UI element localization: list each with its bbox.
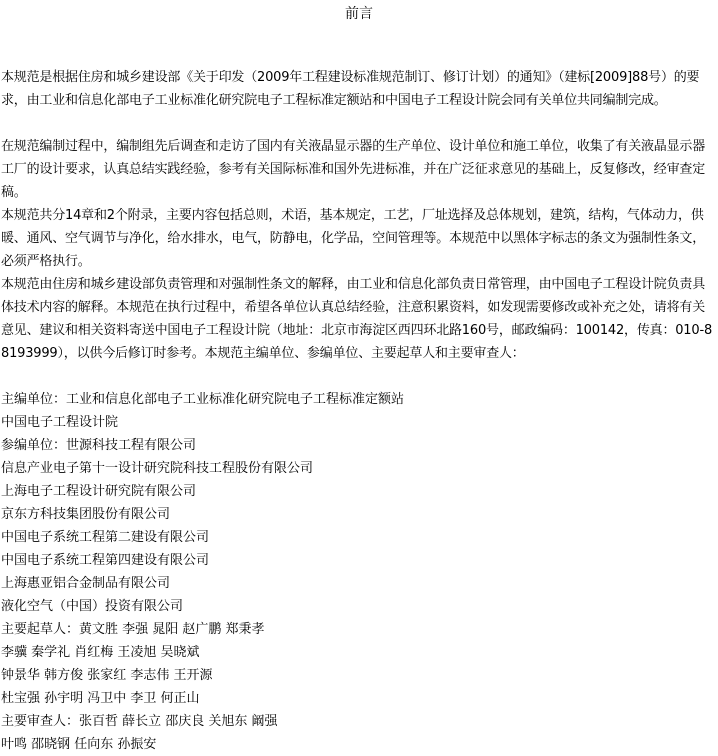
participating-unit-line-2: 信息产业电子第十一设计研究院科技工程股份有限公司 bbox=[1, 461, 314, 476]
participating-unit-line-8: 液化空气（中国）投资有限公司 bbox=[1, 599, 184, 614]
drafters-line-4: 杜宝强 孙宇明 冯卫中 李卫 何正山 bbox=[1, 691, 200, 706]
participating-unit-line-7: 上海惠亚铝合金制品有限公司 bbox=[1, 576, 171, 591]
paragraph-contents: 本规范共分14章和2个附录，主要内容包括总则，术语，基本规定，工艺，厂址选择及总体规划，建筑，结构，气体动力，供暖、通风、空气调节与净化，给水排水，电气，防静电，化学品，空间管理等。本规范中以黑体字标志的条文为强制性条文，必须严格执行。 bbox=[1, 208, 706, 269]
reviewers-line-2: 叶鸣 邵晓钢 任向东 孙振安 bbox=[1, 737, 157, 752]
participating-unit-line-5: 中国电子系统工程第二建设有限公司 bbox=[1, 530, 210, 545]
participating-unit-line-3: 上海电子工程设计研究院有限公司 bbox=[1, 484, 197, 499]
paragraph-basis: 本规范是根据住房和城乡建设部《关于印发（2009年工程建设标准规范制订、修订计划）的通知》（建标[2009]88号）的要求，由工业和信息化部电子工业标准化研究院电子工程标准定额站和中国电子工程设计院会同有关单位共同编制完成。 bbox=[1, 70, 700, 108]
participating-unit-line-6: 中国电子系统工程第四建设有限公司 bbox=[1, 553, 210, 568]
paragraph-management: 本规范由住房和城乡建设部负责管理和对强制性条文的解释，由工业和信息化部负责日常管理，由中国电子工程设计院负责具体技术内容的解释。本规范在执行过程中，希望各单位认真总结经验，注意积累资料，如发现需要修改或补充之处，请将有关意见、建议和相关资料寄送中国电子工程设计院（地址：北京市海淀区西四环北路160号，邮政编码：100142，传真：010-88193999），以供今后修订时参考。本规范主编单位、参编单位、主要起草人和主要审查人： bbox=[1, 277, 713, 361]
paragraph-process: 在规范编制过程中，编制组先后调查和走访了国内有关液晶显示器的生产单位、设计单位和施工单位，收集了有关液晶显示器工厂的设计要求，认真总结实践经验，参考有关国际标准和国外先进标准，并在广泛征求意见的基础上，反复修改，经审查定稿。 bbox=[1, 139, 706, 200]
chief-unit-line-2: 中国电子工程设计院 bbox=[1, 415, 119, 430]
participating-unit-line: 参编单位：世源科技工程有限公司 bbox=[1, 438, 197, 453]
drafters-line-2: 李骥 秦学礼 肖红梅 王凌旭 吴晓斌 bbox=[1, 645, 200, 660]
reviewers-line: 主要审查人：张百哲 薛长立 邵庆良 关旭东 阚强 bbox=[1, 714, 278, 729]
drafters-line-3: 钟景华 韩方俊 张家红 李志伟 王开源 bbox=[1, 668, 213, 683]
drafters-line: 主要起草人：黄文胜 李强 晁阳 赵广鹏 郑秉孝 bbox=[1, 622, 265, 637]
document-title: 前言 bbox=[345, 6, 373, 22]
chief-unit-line: 主编单位：工业和信息化部电子工业标准化研究院电子工程标准定额站 bbox=[1, 392, 405, 407]
participating-unit-line-4: 京东方科技集团股份有限公司 bbox=[1, 507, 171, 522]
